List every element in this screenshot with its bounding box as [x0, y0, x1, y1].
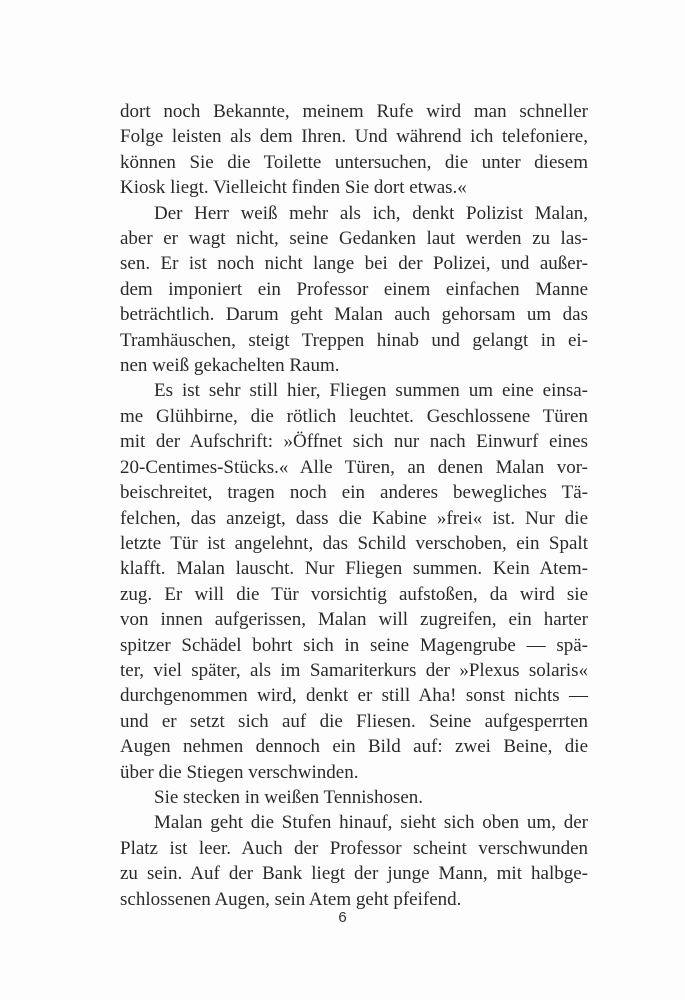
text-line: zu sein. Auf der Bank liegt der junge Mann, mit halbge-	[120, 863, 588, 885]
text-line: Malan geht die Stufen hinauf, sieht sich oben um, der	[154, 812, 588, 834]
text-line: und er setzt sich auf die Fliesen. Seine aufgesperrten	[120, 710, 588, 732]
text-line: über die Stiegen verschwinden.	[120, 761, 359, 783]
text-line: beträchtlich. Darum geht Malan auch gehorsam um das	[120, 304, 588, 326]
text-line: Folge leisten als dem Ihren. Und während ich telefoniere,	[120, 126, 588, 148]
text-line: spitzer Schädel bohrt sich in seine Magengrube — spä-	[120, 634, 588, 656]
text-line: felchen, das anzeigt, dass die Kabine »frei« ist. Nur die	[120, 507, 588, 529]
text-line: von innen aufgerissen, Malan will zugreifen, ein harter	[120, 609, 588, 631]
text-line: Platz ist leer. Auch der Professor scheint verschwunden	[120, 837, 588, 859]
text-line: dort noch Bekannte, meinem Rufe wird man schneller	[120, 101, 588, 122]
text-line: aber er wagt nicht, seine Gedanken laut werden zu las-	[120, 228, 588, 250]
text-line: dem imponiert ein Professor einem einfachen Manne	[120, 278, 588, 300]
text-line: ter, viel später, als im Samariterkurs der »Plexus solaris«	[120, 659, 588, 681]
text-line: Augen nehmen dennoch ein Bild auf: zwei Beine, die	[120, 736, 588, 758]
text-line: Es ist sehr still hier, Fliegen summen um eine einsa-	[154, 380, 588, 402]
text-line: Tramhäuschen, steigt Treppen hinab und gelangt in ei-	[120, 329, 588, 351]
page-number: 6	[338, 909, 347, 926]
text-line: mit der Aufschrift: »Öffnet sich nur nach Einwurf eines	[120, 431, 588, 453]
text-line: klafft. Malan lauscht. Nur Fliegen summen. Kein Atem-	[120, 558, 588, 580]
text-line: Sie stecken in weißen Tennishosen.	[154, 786, 424, 808]
text-line: Kiosk liegt. Vielleicht finden Sie dort etwas.«	[120, 177, 467, 199]
text-line: 20-Centimes-Stücks.« Alle Türen, an denen Malan vor-	[120, 456, 588, 478]
text-line: sen. Er ist noch nicht lange bei der Polizei, und außer-	[120, 253, 588, 275]
text-line: schlossenen Augen, sein Atem geht pfeifend.	[120, 888, 462, 910]
text-line: Der Herr weiß mehr als ich, denkt Polizist Malan,	[154, 202, 588, 224]
text-line: me Glühbirne, die rötlich leuchtet. Geschlossene Türen	[120, 405, 588, 427]
body-text	[120, 99, 588, 912]
text-line: beischreitet, tragen noch ein anderes bewegliches Tä-	[120, 482, 588, 504]
text-line: nen weiß gekachelten Raum.	[120, 355, 340, 377]
text-line: können Sie die Toilette untersuchen, die unter diesem	[120, 151, 588, 173]
text-line: zug. Er will die Tür vorsichtig aufstoßen, da wird sie	[120, 583, 588, 605]
text-line: letzte Tür ist angelehnt, das Schild verschoben, ein Spalt	[120, 532, 588, 554]
text-line: durchgenommen wird, denkt er still Aha! sonst nichts —	[120, 685, 588, 707]
